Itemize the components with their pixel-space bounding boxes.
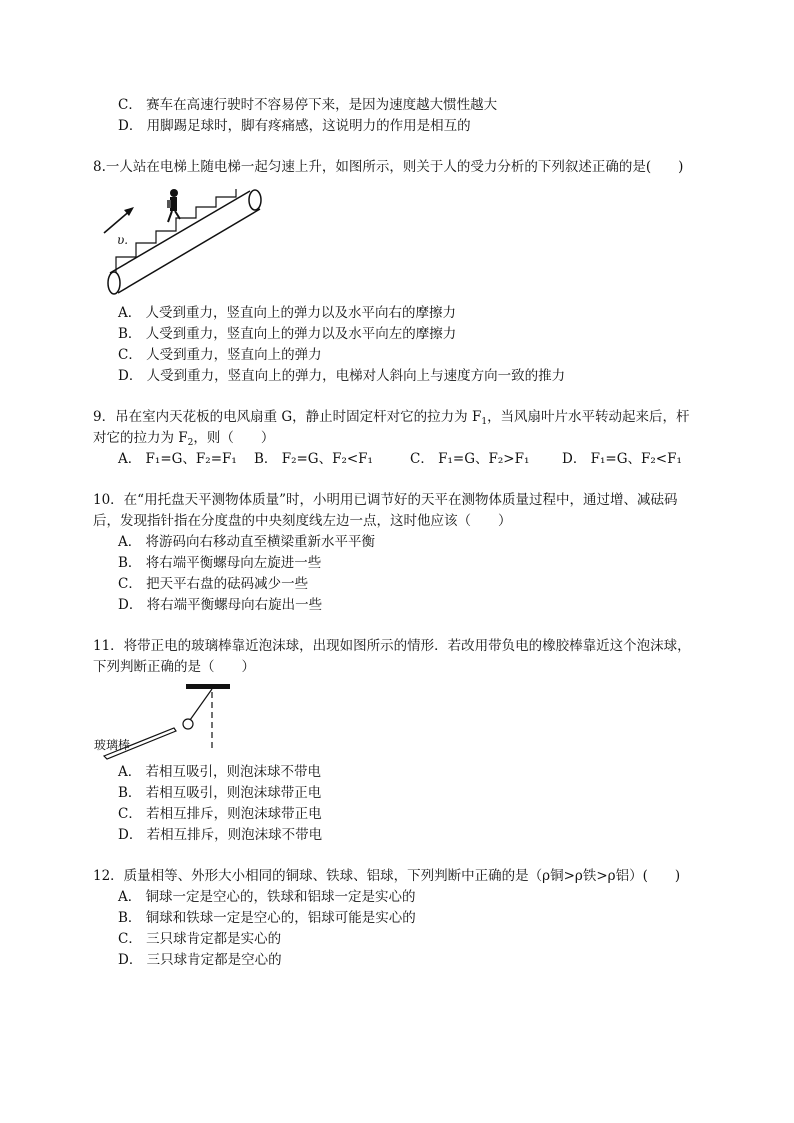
q10-option-c: C． 把天平右盘的砝码减少一些 [118,576,309,592]
q11-stem-line1: 11．将带正电的玻璃棒靠近泡沫球，出现如图所示的情形．若改用带负电的橡胶棒靠近这个泡沫球， [93,638,691,654]
q9-stem-line1: 9．吊在室内天花板的电风扇重 G，静止时固定杆对它的拉力为 $F_1$，当风扇叶片水平转动起来后，杆 [93,409,690,427]
q9-option-b: B． F₂=G、F₂<F₁ [254,451,373,467]
q12-option-a: A． 铜球一定是空心的，铁球和铝球一定是实心的 [118,889,416,905]
q12-option-d: D． 三只球肯定都是空心的 [118,952,282,968]
q9-options [118,450,682,468]
q11-stem-line2: 下列判断正确的是（ ） [93,659,255,675]
q10-stem-line2: 后，发现指针指在分度盘的中央刻度线左边一点，这时他应该（ ） [93,513,512,529]
q7-option-d: D． 用脚踢足球时，脚有疼痛感，这说明力的作用是相互的 [118,118,471,134]
velocity-label: υ. [117,233,129,247]
q12-stem: 12．质量相等、外形大小相同的铜球、铁球、铝球，下列判断中正确的是（ρ铜>ρ铁>ρ铝）( ) [93,868,681,884]
q10-option-d: D． 将右端平衡螺母向右旋出一些 [118,597,323,613]
q9-option-c: C． F₁=G、F₂>F₁ [410,451,530,467]
q8-option-a: A． 人受到重力，竖直向上的弹力以及水平向右的摩擦力 [118,305,457,321]
q12-option-c: C． 三只球肯定都是实心的 [118,931,282,947]
q11-option-b: B． 若相互吸引，则泡沫球带正电 [118,785,322,801]
q10-option-a: A． 将游码向右移动直至横梁重新水平平衡 [118,534,376,550]
q11-option-c: C． 若相互排斥，则泡沫球带正电 [118,806,322,822]
q12-option-b: B． 铜球和铁球一定是空心的，铝球可能是实心的 [118,910,416,926]
q11-option-d: D． 若相互排斥，则泡沫球不带电 [118,827,323,843]
q10-stem-line1: 10．在“用托盘天平测物体质量”时，小明用已调节好的天平在测物体质量过程中，通过增、减砝码 [93,492,678,508]
q8-option-b: B． 人受到重力，竖直向上的弹力以及水平向左的摩擦力 [118,326,457,342]
q9-stem-line2: 对它的拉力为 $F_2$，则（ ） [93,430,275,448]
q9-option-d: D． F₁=G、F₂<F₁ [562,451,682,467]
q11-option-a: A． 若相互吸引，则泡沫球不带电 [118,764,322,780]
q7-option-c: C． 赛车在高速行驶时不容易停下来，是因为速度越大惯性越大 [118,97,498,113]
q9-option-a: A． F₁=G、F₂=F₁ [118,451,237,467]
q10-option-b: B． 将右端平衡螺母向左旋进一些 [118,555,322,571]
q8-option-c: C． 人受到重力，竖直向上的弹力 [118,347,322,363]
q8-option-d: D． 人受到重力，竖直向上的弹力，电梯对人斜向上与速度方向一致的推力 [118,368,566,384]
q8-stem: 8.一人站在电梯上随电梯一起匀速上升，如图所示，则关于人的受力分析的下列叙述正确的是( ) [93,159,684,175]
glass-rod-label: 玻璃棒 [94,738,131,752]
